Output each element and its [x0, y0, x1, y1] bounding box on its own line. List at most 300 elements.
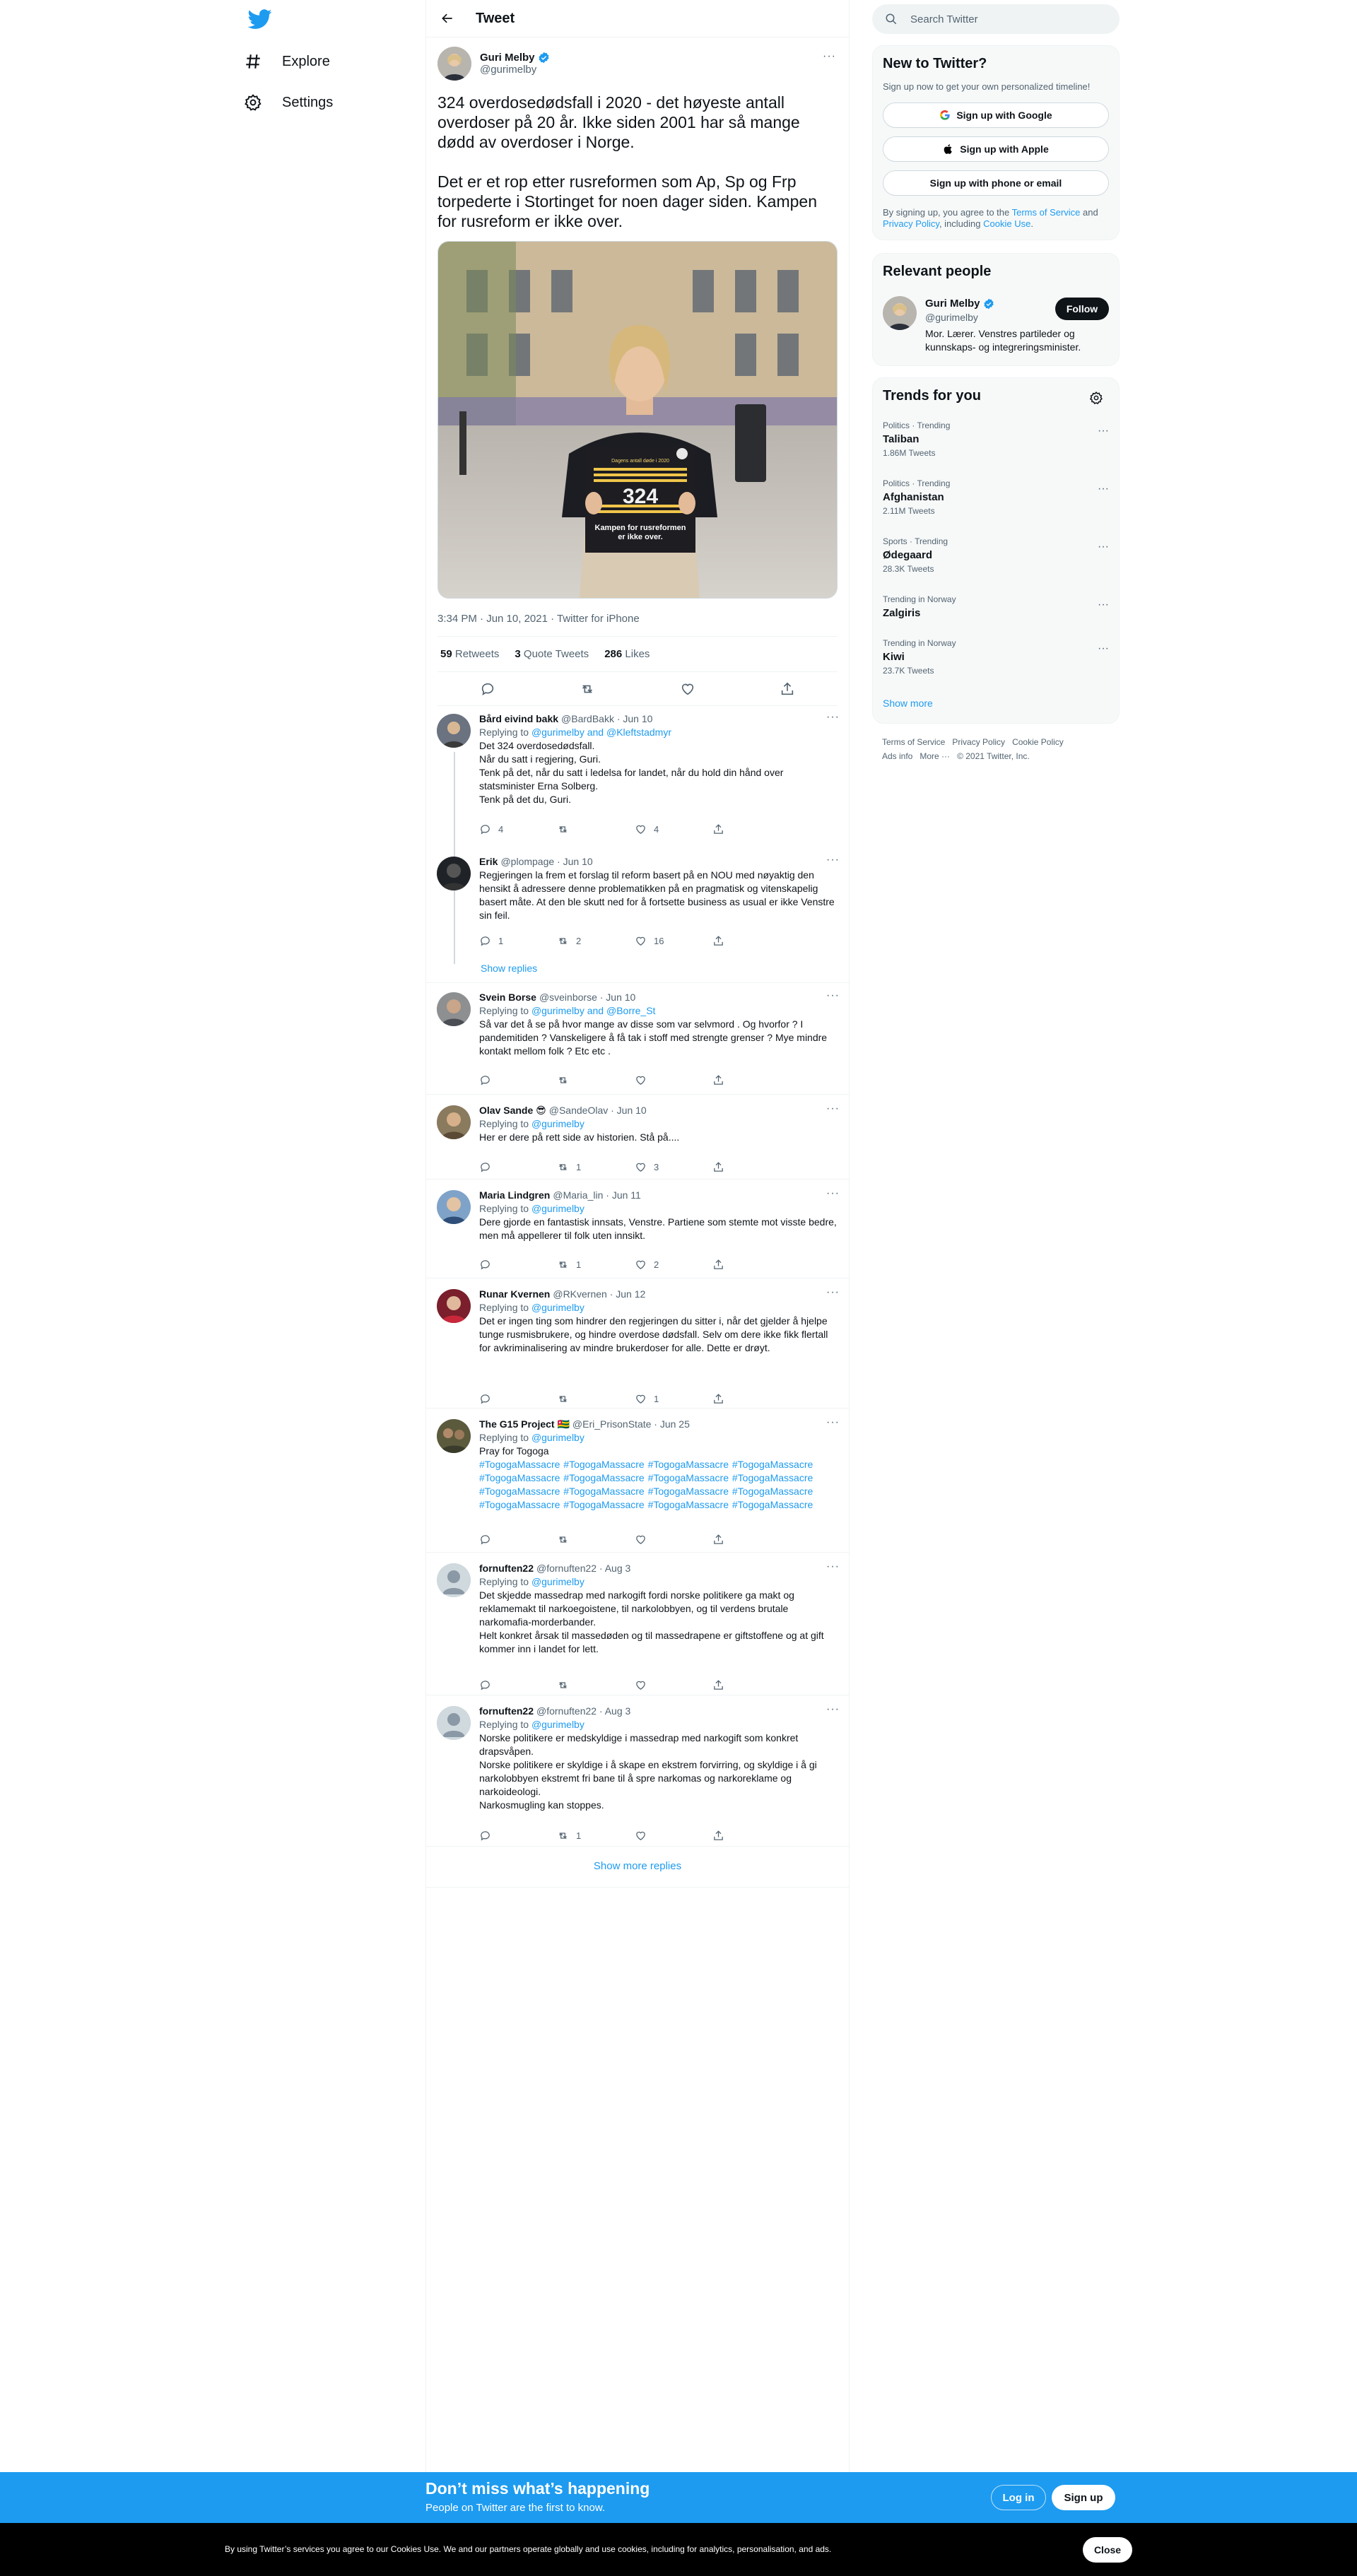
more-options-icon[interactable]: ··· [826, 854, 840, 866]
terms-text: , including [939, 218, 984, 229]
reply-actions [479, 1679, 776, 1691]
like-button[interactable] [635, 1392, 698, 1406]
show-replies-link[interactable]: Show replies [481, 963, 538, 974]
share-icon [712, 935, 724, 947]
divider [425, 1887, 850, 1888]
signup-banner [0, 2472, 1357, 2523]
share-button[interactable] [712, 823, 776, 836]
reply-author-name[interactable]: fornuften22 [479, 1705, 534, 1717]
like-button[interactable] [635, 1829, 698, 1842]
author-name: Guri Melby [480, 52, 535, 64]
reply-actions [479, 1258, 776, 1271]
trend-category: Sports · Trending [883, 536, 948, 546]
main-tweet [426, 37, 849, 706]
replying-label: Replying to [479, 1719, 531, 1730]
divider [425, 1094, 850, 1095]
like-button[interactable] [635, 1074, 698, 1086]
reply-text: Det skjedde massedrap med narkogift fordi norske politikere ga makt og reklamemakt til narkoegoistene, til narkolobbyen, og til verdens brutale narkomafia-morderbander. Helt konkret årsak til massedøden og til massedrapene er giftstoffene og at gift kommer inn i landet for lett. [479, 1589, 824, 1654]
more-options-icon[interactable]: ··· [1098, 483, 1109, 495]
trend-item[interactable] [883, 478, 1109, 516]
share-icon [712, 1161, 724, 1173]
trend-title: Taliban [883, 433, 920, 445]
reply-author-name[interactable]: Olav Sande 😎 [479, 1105, 546, 1116]
reply-button[interactable] [479, 1829, 543, 1842]
signup-button[interactable]: Sign up [1052, 2485, 1115, 2510]
reply-handle: @sveinborse · Jun 10 [539, 992, 636, 1003]
page-title: Tweet [476, 10, 515, 26]
signup-google-label: Sign up with Google [956, 110, 1052, 121]
relevant-people-panel [872, 253, 1120, 366]
back-arrow-icon[interactable] [440, 11, 454, 25]
avatar[interactable] [437, 1190, 471, 1224]
like-count: 2 [654, 1259, 659, 1270]
like-count: 16 [654, 936, 664, 946]
retweet-button[interactable] [557, 1074, 621, 1086]
like-button[interactable] [635, 1258, 698, 1271]
terms-notice [883, 207, 1109, 230]
copyright: © 2021 Twitter, Inc. [957, 751, 1030, 761]
trend-category: Trending in Norway [883, 638, 956, 648]
quotes-count: 3 [515, 648, 521, 660]
replying-to [479, 1301, 840, 1315]
like-icon [635, 1259, 647, 1271]
reply-actions [479, 1392, 776, 1406]
reply-body [479, 1189, 840, 1270]
quotes-stat[interactable] [515, 648, 589, 660]
reply-count: 1 [498, 936, 504, 946]
reply-tweet[interactable] [425, 705, 850, 848]
like-icon [635, 1679, 647, 1691]
retweet-button[interactable] [557, 1160, 621, 1174]
trend-count: 1.86M Tweets [883, 448, 936, 458]
person-name: Guri Melby [925, 298, 980, 310]
reply-author-name[interactable]: Runar Kvernen [479, 1288, 551, 1300]
like-button[interactable] [635, 1160, 698, 1174]
footer-link[interactable]: Ads info [882, 751, 913, 761]
new-to-twitter-panel [872, 45, 1120, 240]
trend-item[interactable] [883, 536, 1109, 574]
retweet-button[interactable] [557, 1392, 621, 1406]
avatar[interactable] [437, 1419, 471, 1453]
reply-text: Det 324 overdosedødsfall. Når du satt i regjering, Guri. Tenk på det, når du satt i ledelsa for landet, når du hold din hånd over statsminister Erna Solberg. Tenk på det du, Guri. [479, 740, 784, 805]
signup-apple-button[interactable] [883, 136, 1109, 162]
retweet-button[interactable] [557, 1534, 621, 1546]
reply-author-name[interactable]: The G15 Project 🇹🇬 [479, 1418, 570, 1430]
reply-icon [479, 1534, 491, 1546]
reply-header [479, 1705, 840, 1718]
nav-explore[interactable] [244, 52, 330, 71]
search-placeholder: Search Twitter [910, 13, 978, 25]
share-button[interactable] [712, 1074, 776, 1086]
share-icon [712, 1393, 724, 1405]
trend-item[interactable] [883, 638, 1109, 676]
replying-to [479, 1202, 840, 1216]
reply-handle: @RKvernen · Jun 12 [553, 1288, 646, 1300]
trend-item[interactable] [883, 420, 1109, 458]
reply-tweet[interactable] [425, 1097, 850, 1180]
reply-icon [479, 935, 491, 947]
terms-link[interactable]: Terms of Service [1011, 207, 1081, 218]
share-icon [712, 1534, 724, 1546]
panel-title: Relevant people [883, 264, 992, 279]
poster-top-text: Dagens antall døde i 2020 [611, 459, 669, 464]
divider [425, 1846, 850, 1847]
reply-header [479, 1104, 840, 1117]
apple-icon [943, 143, 954, 155]
reply-text: Her er dere på rett side av historien. Stå på.... [479, 1131, 680, 1143]
replying-label: Replying to [479, 1432, 531, 1443]
reply-body [479, 1705, 840, 1841]
avatar[interactable] [437, 714, 471, 748]
replying-label: Replying to [479, 1118, 531, 1129]
signup-apple-label: Sign up with Apple [960, 143, 1049, 155]
reply-author-name[interactable]: Bård eivind bakk [479, 713, 559, 724]
footer-link[interactable]: Privacy Policy [952, 737, 1006, 747]
show-more-trends-link[interactable]: Show more [883, 698, 933, 709]
more-options-icon[interactable]: ··· [1098, 642, 1109, 654]
footer-link[interactable]: Cookie Policy [1012, 737, 1064, 747]
poster-caption-line: Kampen for rusreformen [594, 524, 686, 532]
replying-link[interactable]: @gurimelby [531, 1576, 584, 1587]
reply-handle: @BardBakk · Jun 10 [561, 713, 653, 724]
reply-actions [479, 1534, 776, 1546]
share-icon [712, 1830, 724, 1842]
terms-text: and [1080, 207, 1098, 218]
reply-button[interactable] [479, 1074, 543, 1086]
reply-header [479, 1418, 840, 1431]
trend-item[interactable] [883, 594, 1109, 622]
replying-link[interactable]: @gurimelby [531, 1302, 584, 1313]
like-icon [635, 1393, 647, 1405]
signup-phone-label: Sign up with phone or email [929, 177, 1062, 189]
author-name-row[interactable] [480, 52, 550, 64]
retweet-button[interactable] [557, 934, 621, 948]
divider [425, 982, 850, 983]
trend-category: Politics · Trending [883, 420, 951, 430]
author-handle: @gurimelby [480, 64, 537, 76]
reply-handle: @Maria_lin · Jun 11 [553, 1189, 641, 1201]
replying-to [479, 1718, 840, 1731]
reply-actions [479, 1160, 776, 1174]
share-button[interactable] [712, 1829, 776, 1842]
replying-link[interactable]: @gurimelby [531, 1432, 584, 1443]
retweet-icon [557, 1679, 569, 1691]
reply-icon [479, 1679, 491, 1691]
show-more-replies-link[interactable]: Show more replies [593, 1860, 682, 1872]
more-options-icon[interactable]: ··· [826, 989, 840, 1001]
reply-icon[interactable] [480, 681, 495, 697]
retweet-button[interactable] [557, 823, 621, 836]
tweet-text: 324 overdosedødsfall i 2020 - det høyeste antall overdoser på 20 år. Ikke siden 2001 har så mange dødd av overdoser i Norge. Det er et rop etter rusreformen som Ap, Sp og Frp torpederte i Stortinget for noen dager siden. Kampen for rusreform er ikke over. [437, 93, 818, 230]
share-icon [712, 1074, 724, 1086]
reply-body [479, 991, 840, 1058]
footer-link[interactable]: Terms of Service [882, 737, 946, 747]
retweet-icon [557, 823, 569, 835]
reply-handle: @fornuften22 · Aug 3 [536, 1705, 631, 1717]
more-options-icon[interactable]: ··· [1098, 425, 1109, 437]
nav-explore-label: Explore [282, 53, 330, 69]
reply-button[interactable] [479, 934, 543, 948]
more-options-icon[interactable]: ··· [826, 711, 840, 723]
trend-title: Ødegaard [883, 549, 933, 561]
reply-count: 4 [498, 824, 504, 835]
like-icon [635, 1161, 647, 1173]
signup-phone-button[interactable] [883, 170, 1109, 196]
cookie-text: By using Twitter’s services you agree to our Cookies Use. We and our partners operate globally and use cookies, including for analytics, personalisation, and ads. [225, 2544, 832, 2554]
avatar[interactable] [437, 1105, 471, 1139]
reply-body [479, 712, 840, 835]
reply-icon [479, 1259, 491, 1271]
tweet-meta[interactable]: 3:34 PM · Jun 10, 2021 · Twitter for iPhone [437, 599, 838, 637]
reply-header [479, 1288, 840, 1301]
reply-handle: @Eri_PrisonState · Jun 25 [572, 1418, 690, 1430]
retweet-button[interactable] [557, 1679, 621, 1691]
divider [425, 1552, 850, 1553]
retweets-label: Retweets [454, 648, 500, 660]
reply-body [479, 855, 840, 946]
reply-author-name[interactable]: Svein Borse [479, 992, 536, 1003]
reply-header [479, 712, 840, 726]
like-icon [635, 1074, 647, 1086]
reply-icon [479, 823, 491, 835]
reply-button[interactable] [479, 1160, 543, 1174]
cookie-link[interactable]: Cookie Use [983, 218, 1031, 229]
share-icon[interactable] [780, 681, 795, 697]
reply-actions [479, 1829, 776, 1842]
avatar[interactable] [437, 1289, 471, 1323]
retweet-icon [557, 1534, 569, 1546]
like-button[interactable] [635, 1679, 698, 1691]
like-count: 1 [654, 1394, 659, 1404]
poster-caption-line: er ikke over. [618, 533, 663, 541]
avatar[interactable] [883, 296, 917, 330]
like-icon [635, 1830, 647, 1842]
reply-actions [479, 934, 776, 948]
retweets-count: 59 [440, 648, 452, 660]
follow-button[interactable]: Follow [1055, 298, 1109, 320]
reply-text: Det er ingen ting som hindrer den regjeringen du sitter i, når det gjelder å hjelpe tunge rusmisbrukere, og hindre overdose dødsfall. Selv om dere ikke fikk flertall for avkriminalisering av mindre brukerdoser for alle. Dette er drøyt. [479, 1315, 831, 1353]
reply-icon [479, 1393, 491, 1405]
reply-tweet[interactable] [425, 1281, 850, 1408]
trend-count: 23.7K Tweets [883, 666, 934, 676]
reply-text: Så var det å se på hvor mange av disse som var selvmord . Og hvorfor ? I pandemitiden ? Vanskeligere å få tak i stoff med strengte grenser ? Mye mindre kontakt mellom folk ? Etc etc . [479, 1018, 830, 1057]
more-options-icon[interactable]: ··· [826, 1102, 840, 1114]
avatar[interactable] [437, 1563, 471, 1597]
reply-body [479, 1104, 840, 1172]
reply-author-name[interactable]: fornuften22 [479, 1563, 534, 1574]
trend-title: Afghanistan [883, 491, 944, 503]
share-icon [712, 1679, 724, 1691]
reply-button[interactable] [479, 823, 543, 836]
reply-handle: @fornuften22 · Aug 3 [536, 1563, 631, 1574]
verified-badge-icon [983, 298, 994, 310]
share-button[interactable] [712, 1679, 776, 1691]
search-box[interactable] [872, 4, 1120, 34]
reply-tweet[interactable] [425, 1182, 850, 1278]
replying-to [479, 1575, 840, 1589]
photo-image [438, 242, 838, 599]
retweet-icon [557, 1161, 569, 1173]
trend-category: Politics · Trending [883, 478, 951, 488]
share-button[interactable] [712, 1258, 776, 1271]
footer-links [882, 735, 1115, 763]
tweet-stats [437, 637, 838, 672]
retweet-icon [557, 1830, 569, 1842]
likes-label: Likes [625, 648, 650, 660]
reply-button[interactable] [479, 1679, 543, 1691]
hashtag-list[interactable]: #TogogaMassacre #TogogaMassacre #TogogaMassacre #TogogaMassacre #TogogaMassacre #TogogaMassacre #TogogaMassacre #TogogaMassacre #TogogaMassacre #TogogaMassacre #TogogaMassacre #TogogaMassacre #TogogaMassacre #TogogaMassacre #TogogaMassacre #TogogaMassacre [479, 1459, 813, 1510]
nav-settings-label: Settings [282, 94, 334, 110]
reply-tweet[interactable] [425, 1698, 850, 1841]
reply-text: Pray for Togoga [479, 1445, 549, 1457]
privacy-link[interactable]: Privacy Policy [883, 218, 939, 229]
retweet-count: 1 [576, 1259, 582, 1270]
share-button[interactable] [712, 1392, 776, 1406]
hashtag-icon [244, 52, 262, 71]
relevant-person-name[interactable] [925, 298, 994, 310]
close-cookie-button[interactable]: Close [1083, 2537, 1132, 2563]
reply-author-name[interactable]: Erik [479, 856, 498, 867]
page-header [426, 0, 849, 37]
reply-text: Regjeringen la frem et forslag til reform basert på en NOU med nøyaktig den hensikt å adressere denne problematikken på en pragmatisk og vitenskapelig basert måte. At den ble skutt ned for å fortsette business as usual er ikke Venstre sin feil. [479, 869, 838, 921]
retweet-icon[interactable] [580, 681, 595, 697]
replying-label: Replying to [479, 1005, 531, 1016]
more-options-icon[interactable]: ··· [823, 50, 836, 62]
replying-link[interactable]: @gurimelby [531, 1118, 584, 1129]
reply-icon [479, 1161, 491, 1173]
reply-icon [479, 1830, 491, 1842]
replying-label: Replying to [479, 1576, 531, 1587]
replying-link[interactable]: @gurimelby [531, 1719, 584, 1730]
replying-to [479, 726, 840, 739]
retweet-icon [557, 1259, 569, 1271]
like-count: 3 [654, 1162, 659, 1172]
more-options-icon[interactable]: ··· [826, 1286, 840, 1298]
replying-link[interactable]: @gurimelby and @Kleftstadmyr [531, 727, 671, 738]
share-button[interactable] [712, 934, 776, 948]
tweet-photo[interactable] [437, 241, 838, 599]
reply-text: Norske politikere er medskyldige i massedrap med narkogift som konkret drapsvåpen. Norske politikere er skyldige i å skape en ekstrem forvirring, og skyldige i å gi narkolobbyen ekstremt fri bane til å spre narkomas og narkoreklame og narkoideologi. Narkosmugling kan stoppes. [479, 1732, 817, 1811]
retweet-button[interactable] [557, 1829, 621, 1842]
like-icon [635, 935, 647, 947]
share-icon [712, 823, 724, 835]
replying-to [479, 1431, 840, 1445]
like-icon [635, 823, 647, 835]
banner-title: Don’t miss what’s happening [425, 2479, 650, 2498]
reply-actions [479, 823, 776, 836]
person-bio: Mor. Lærer. Venstres partileder og kunnskaps- og integreringsminister. [925, 328, 1081, 353]
reply-author-name[interactable]: Maria Lindgren [479, 1189, 551, 1201]
trend-category: Trending in Norway [883, 594, 956, 604]
tweet-actions [437, 672, 838, 706]
trends-panel [872, 377, 1120, 724]
reply-handle: @plompage · Jun 10 [500, 856, 593, 867]
twitter-logo-icon[interactable] [248, 7, 272, 31]
reply-tweet[interactable] [425, 1555, 850, 1695]
signup-google-button[interactable] [883, 102, 1109, 128]
reply-body [479, 1562, 840, 1656]
retweet-icon [557, 935, 569, 947]
retweet-count: 1 [576, 1830, 582, 1841]
avatar[interactable] [437, 1706, 471, 1740]
retweet-count: 2 [576, 936, 582, 946]
avatar[interactable] [437, 47, 471, 81]
divider [425, 1179, 850, 1180]
more-options-icon[interactable]: ··· [826, 1187, 840, 1199]
search-icon [885, 13, 898, 25]
nav-settings[interactable] [244, 93, 333, 112]
avatar[interactable] [437, 992, 471, 1026]
reply-handle: @SandeOlav · Jun 10 [548, 1105, 647, 1116]
more-options-icon[interactable]: ··· [1098, 541, 1109, 553]
reply-header [479, 1189, 840, 1202]
replying-to [479, 1004, 840, 1018]
reply-tweet[interactable] [425, 984, 850, 1093]
reply-body [479, 1288, 840, 1404]
trend-count: 28.3K Tweets [883, 564, 934, 574]
footer-link[interactable]: More ··· [920, 751, 951, 761]
reply-body [479, 1418, 840, 1512]
login-button[interactable]: Log in [991, 2485, 1046, 2510]
panel-title: Trends for you [883, 388, 981, 404]
retweet-icon [557, 1393, 569, 1405]
like-button[interactable] [635, 934, 698, 948]
replying-link[interactable]: @gurimelby and @Borre_St [531, 1005, 656, 1016]
reply-button[interactable] [479, 1258, 543, 1271]
poster-number: 324 [622, 485, 659, 508]
share-button[interactable] [712, 1160, 776, 1174]
retweet-count: 1 [576, 1162, 582, 1172]
like-icon [635, 1534, 647, 1546]
like-count: 4 [654, 824, 659, 835]
like-button[interactable] [635, 1534, 698, 1546]
reply-tweet[interactable] [425, 1411, 850, 1552]
share-button[interactable] [712, 1534, 776, 1546]
cookie-banner [0, 2523, 1357, 2576]
replying-label: Replying to [479, 727, 531, 738]
replying-link[interactable]: @gurimelby [531, 1203, 584, 1214]
more-options-icon[interactable]: ··· [826, 1416, 840, 1428]
reply-button[interactable] [479, 1534, 543, 1546]
more-options-icon[interactable]: ··· [826, 1703, 840, 1715]
settings-gear-icon[interactable] [1089, 391, 1103, 405]
trend-title: Zalgiris [883, 607, 921, 619]
person-handle: @gurimelby [925, 312, 978, 323]
panel-title: New to Twitter? [883, 56, 987, 71]
reply-header [479, 1562, 840, 1575]
reply-icon [479, 1074, 491, 1086]
reply-tweet[interactable] [425, 848, 850, 954]
reply-header [479, 991, 840, 1004]
reply-button[interactable] [479, 1392, 543, 1406]
more-options-icon[interactable]: ··· [826, 1560, 840, 1572]
like-button[interactable] [635, 823, 698, 836]
likes-stat[interactable] [604, 648, 650, 660]
terms-text: By signing up, you agree to the [883, 207, 1012, 218]
trend-count: 2.11M Tweets [883, 506, 935, 516]
retweet-icon [557, 1074, 569, 1086]
more-options-icon[interactable]: ··· [1098, 599, 1109, 611]
verified-badge-icon [538, 52, 550, 64]
replying-label: Replying to [479, 1302, 531, 1313]
retweet-button[interactable] [557, 1258, 621, 1271]
retweets-stat[interactable] [440, 648, 499, 660]
avatar[interactable] [437, 857, 471, 890]
trend-title: Kiwi [883, 651, 905, 663]
banner-subtitle: People on Twitter are the first to know. [425, 2502, 606, 2514]
google-icon [939, 110, 951, 121]
like-icon[interactable] [680, 681, 695, 697]
